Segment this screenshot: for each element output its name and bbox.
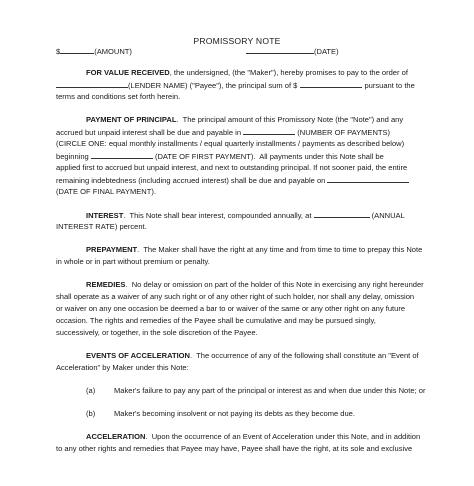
principal-sum-blank[interactable]: [300, 80, 362, 88]
remedies-heading: REMEDIES: [86, 280, 126, 289]
amount-blank[interactable]: [60, 46, 94, 54]
value-received-line-2: (LENDER NAME) ("Payee"), the principal sum of $ pursuant to the: [56, 80, 415, 91]
acceleration-line-1: ACCELERATION. Upon the occurrence of an Event of Acceleration under this Note, and in addition: [86, 432, 421, 441]
payment-principal-heading: PAYMENT OF PRINCIPAL: [86, 115, 177, 124]
interest-rate-blank[interactable]: [314, 210, 370, 218]
interest-line-2: INTEREST RATE) percent.: [56, 222, 147, 231]
amount-label: (AMOUNT): [94, 47, 132, 56]
value-received-line-1: FOR VALUE RECEIVED, the undersigned, (the "Maker"), hereby promises to pay to the order of: [86, 68, 408, 77]
payment-principal-line-7: (DATE OF FINAL PAYMENT).: [56, 187, 156, 196]
prepayment-heading: PREPAYMENT: [86, 245, 138, 254]
payment-principal-line-3: (CIRCLE ONE: equal monthly installments / equal quarterly installments / payments as described below): [56, 139, 405, 148]
list-marker: (a): [86, 386, 96, 395]
remedies-line-2: shall operate as a waiver of any such right or of any other right of such holder, nor shall any delay, omission: [56, 292, 415, 301]
value-received-heading: FOR VALUE RECEIVED: [86, 68, 170, 77]
payment-principal-line-1: PAYMENT OF PRINCIPAL. The principal amount of this Promissory Note (the "Note") and any: [86, 115, 404, 124]
value-received-line-3: terms and conditions set forth herein.: [56, 92, 181, 101]
currency-symbol: $: [56, 47, 61, 56]
first-payment-date-blank[interactable]: [91, 151, 153, 159]
number-of-payments-blank[interactable]: [243, 127, 295, 135]
lender-name-blank[interactable]: [56, 80, 128, 88]
list-item: Maker's becoming insolvent or not paying its debts as they become due.: [114, 409, 355, 418]
events-acceleration-heading: EVENTS OF ACCELERATION: [86, 351, 190, 360]
date-blank[interactable]: [246, 46, 314, 54]
prepayment-line-1: PREPAYMENT. The Maker shall have the right at any time and from time to time to prepay this Note: [86, 245, 423, 254]
list-item: Maker's failure to pay any part of the principal or interest as and when due under this Note; or: [114, 386, 426, 395]
payment-principal-line-6: remaining indebtedness (including accrued interest) shall be due and payable on: [56, 175, 409, 186]
prepayment-line-2: in whole or in part without premium or penalty.: [56, 257, 210, 266]
remedies-line-1: REMEDIES. No delay or omission on part of the holder of this Note in exercising any right hereunder: [86, 280, 424, 289]
events-acceleration-line-2: Acceleration" by Maker under this Note:: [56, 363, 189, 372]
acceleration-heading: ACCELERATION: [86, 432, 146, 441]
payment-principal-line-4: beginning (DATE OF FIRST PAYMENT). All payments under this Note shall be: [56, 152, 384, 161]
remedies-line-4: occasion. The rights and remedies of the Payee shall be cumulative and may be pursued singly,: [56, 316, 376, 325]
interest-line-1: INTEREST. This Note shall bear interest, compounded annually, at (ANNUAL: [86, 211, 405, 220]
interest-heading: INTEREST: [86, 211, 124, 220]
acceleration-line-2: to any other rights and remedies that Payee may have, Payee shall have the right, at its sole and exclusive: [56, 444, 413, 453]
list-marker: (b): [86, 409, 96, 418]
document-title: PROMISSORY NOTE: [193, 36, 281, 46]
events-acceleration-line-1: EVENTS OF ACCELERATION. The occurrence of any of the following shall constitute an "Event of: [86, 351, 419, 360]
payment-principal-line-2: accrued but unpaid interest shall be due and payable in (NUMBER OF PAYMENTS): [56, 128, 391, 137]
payment-principal-line-5: applied first to accrued but unpaid interest, and next to outstanding principal. If not sooner paid, the entire: [56, 163, 408, 172]
remedies-line-3: or waiver on any one occasion be deemed a bar to or waiver of the same or any other right on any future: [56, 304, 406, 313]
remedies-line-5: successively, or together, in the sole discretion of the Payee.: [56, 328, 258, 337]
date-line: [246, 46, 339, 57]
final-payment-date-blank[interactable]: [327, 175, 409, 183]
date-label: (DATE): [314, 47, 339, 56]
header-line: [56, 46, 132, 57]
